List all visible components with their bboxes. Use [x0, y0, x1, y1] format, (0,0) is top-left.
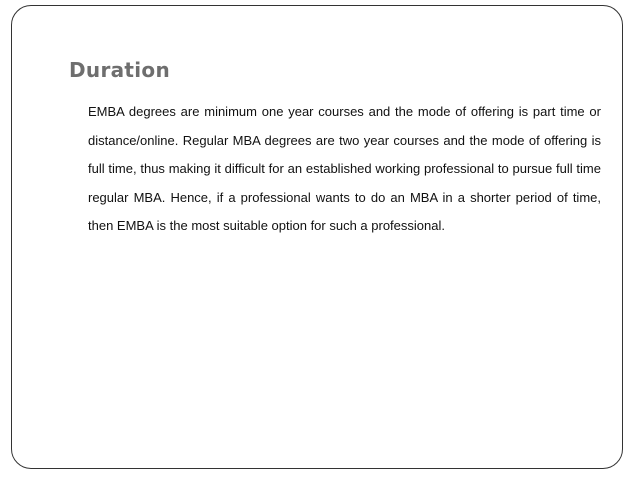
slide-body-text: EMBA degrees are minimum one year courses and the mode of offering is part time or distance/online. Regular MBA degrees are two year courses and the mode of offering is full time, thus making it difficult for an established working professional to pursue full time regular MBA. Hence, if a professional wants to do an MBA in a shorter period of time, then EMBA is the most suitable option for such a professional. — [88, 104, 601, 233]
slide-title: Duration — [69, 58, 170, 82]
